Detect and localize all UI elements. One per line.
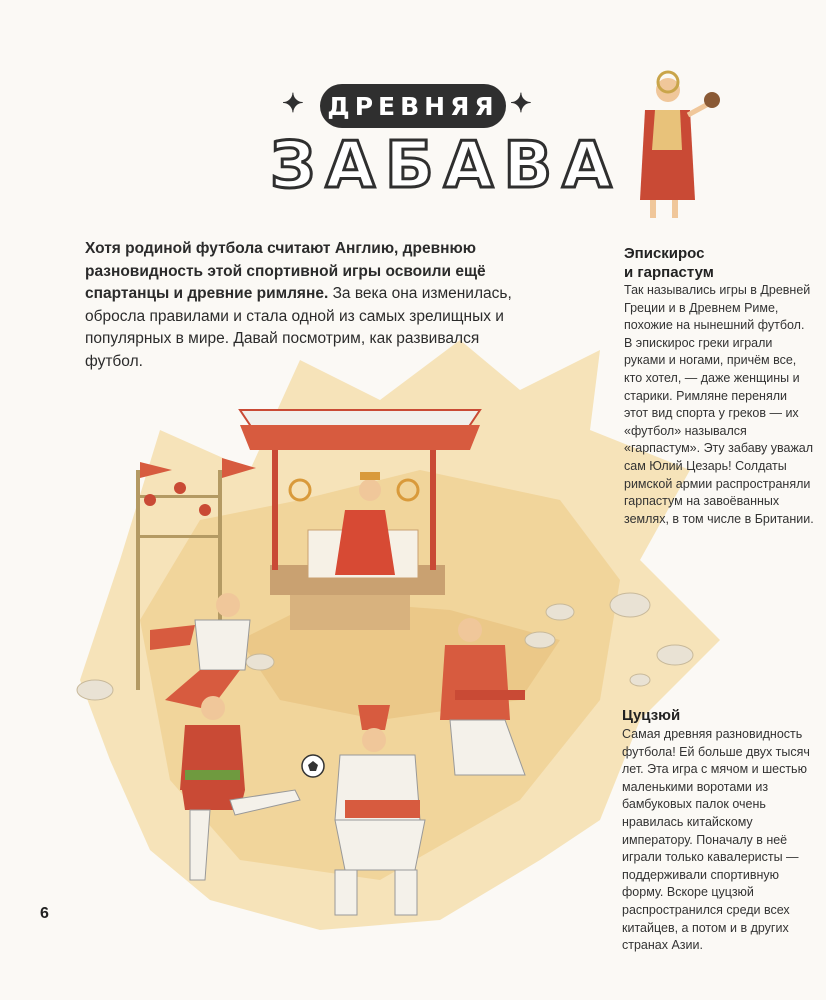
cuju-heading: Цуцзюй <box>622 707 681 724</box>
title-line2: ЗАБАВА <box>270 129 622 203</box>
episkiros-body: Так назывались игры в Древней Греции и в Древнем Риме, похожие на нынешний футбол. В эпискирос греки играли руками и ногами, причём все, кто хотел, — даже женщины и старики. Римляне переняли этот вид спорта у греков — их «футбол» назывался «гарпастум». Эту забаву уважал сам Юлий Цезарь! Солдаты римской армии распространяли гарпастум на завоёванных землях, в том числе в Британии. <box>624 283 814 526</box>
title-line1: ДРЕВНЯЯ <box>327 91 499 121</box>
title-pill <box>320 84 506 128</box>
intro-paragraph <box>85 238 535 373</box>
ball-icon <box>302 755 324 777</box>
star-right-icon: ✦ <box>510 88 532 118</box>
intro-normal: За века она изменилась, обросла правилами и стала одной из самых зрелищных и популярных в мире. Давай посмотрим, как развивался футбол. <box>85 285 512 370</box>
star-left-icon: ✦ <box>282 88 304 118</box>
page-number: 6 <box>40 905 49 922</box>
roman-figure <box>640 72 720 218</box>
cuju-body: Самая древняя разновидность футбола! Ей больше двух тысяч лет. Эта игра с мячом и шестью маленькими воротами из бамбуковых палок очень нравилась китайскому императору. Поначалу в неё играли только кавалеристы — поддерживали спортивную форму. Вскоре цуцзюй распространился среди всех китайцев, а потом и в других странах Азии. <box>622 727 810 953</box>
episkiros-heading: Эпискирос и гарпастум <box>624 245 714 281</box>
intro-bold: Хотя родиной футбола считают Англию, древнюю разновидность этой спортивной игры освоили ещё спартанцы и древние римляне. <box>85 240 486 302</box>
